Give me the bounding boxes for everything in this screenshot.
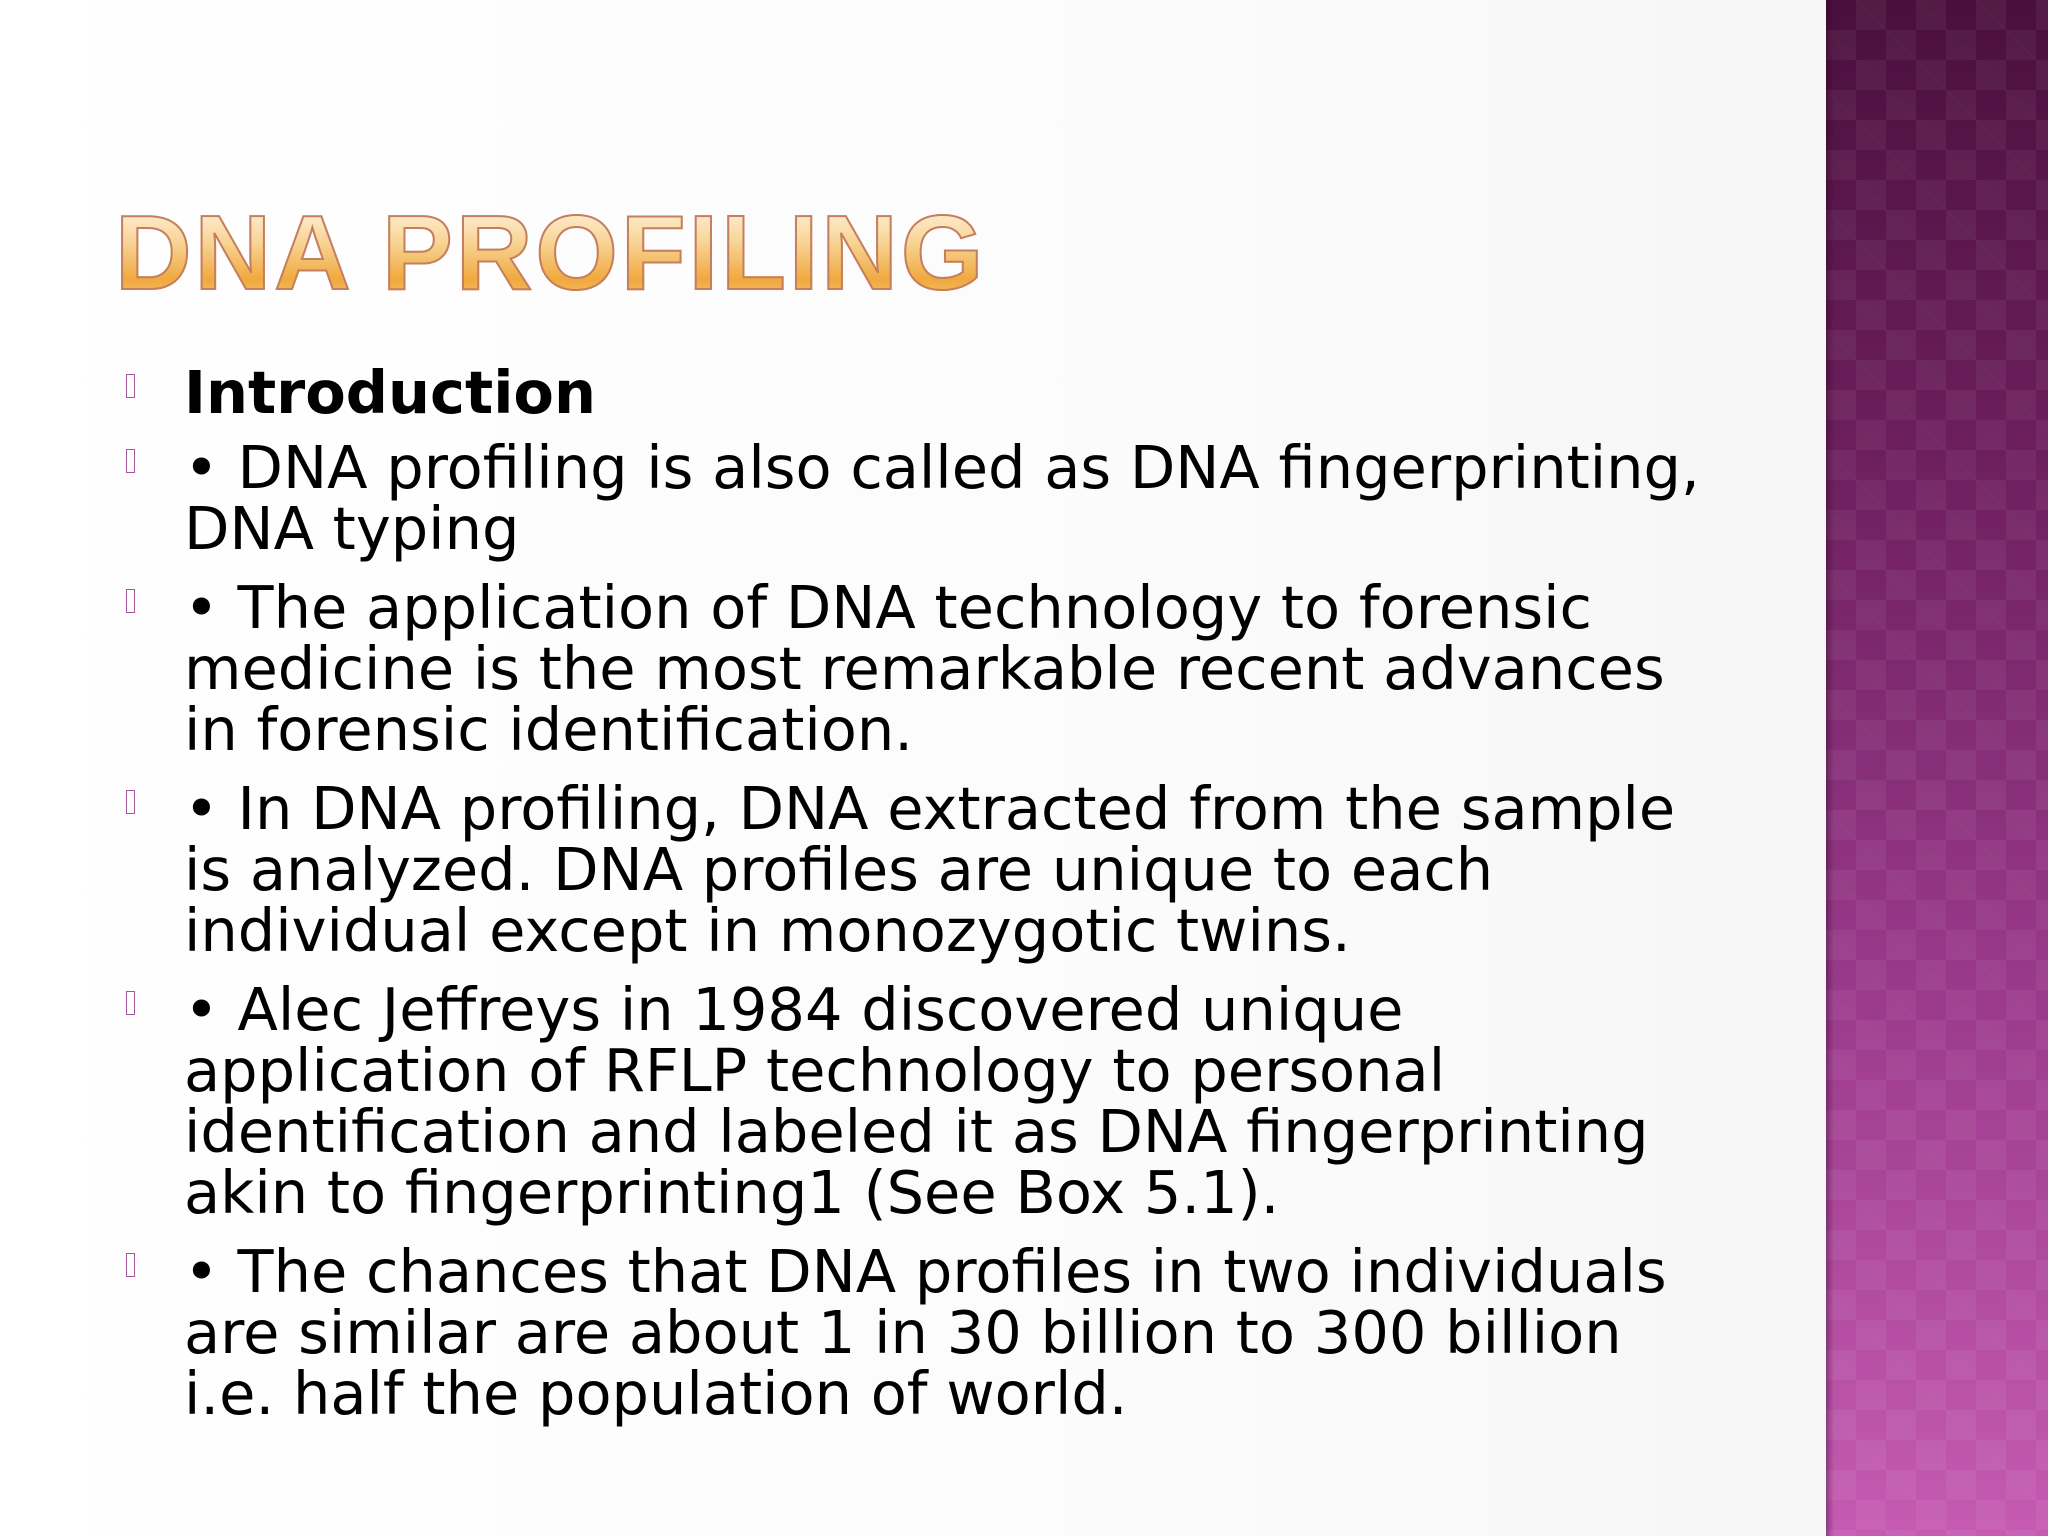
missing-glyph-box-icon [126,589,135,613]
list-item-text: • Alec Jeffreys in 1984 discovered unique application of RFLP technology to personal identification and labeled it as DNA fingerprinting akin to fingerprinting1 (See Box 5.1). [184,975,1649,1227]
missing-glyph-box-icon [126,1253,135,1277]
bullet-list [122,358,1722,1442]
decorative-side-band [1826,0,2048,1536]
list-item-text: • DNA profiling is also called as DNA fingerprinting, DNA typing [184,433,1700,563]
list-item-introduction [122,358,1722,427]
missing-glyph-box-icon [126,790,135,814]
list-item-text: • The application of DNA technology to forensic medicine is the most remarkable recent advances in forensic identification. [184,573,1665,764]
list-item [122,1237,1722,1428]
list-item [122,975,1722,1227]
missing-glyph-box-icon [126,449,135,473]
slide-title: DNA PROFILING [115,194,987,312]
list-item [122,573,1722,764]
list-item [122,774,1722,965]
list-item-text: Introduction [184,358,596,427]
list-item-text: • In DNA profiling, DNA extracted from the sample is analyzed. DNA profiles are unique to each individual except in monozygotic twins. [184,774,1676,965]
list-item [122,433,1722,563]
missing-glyph-box-icon [126,991,135,1015]
missing-glyph-box-icon [126,374,135,398]
list-item-text: • The chances that DNA profiles in two individuals are similar are about 1 in 30 billion to 300 billion i.e. half the population of world. [184,1237,1667,1428]
